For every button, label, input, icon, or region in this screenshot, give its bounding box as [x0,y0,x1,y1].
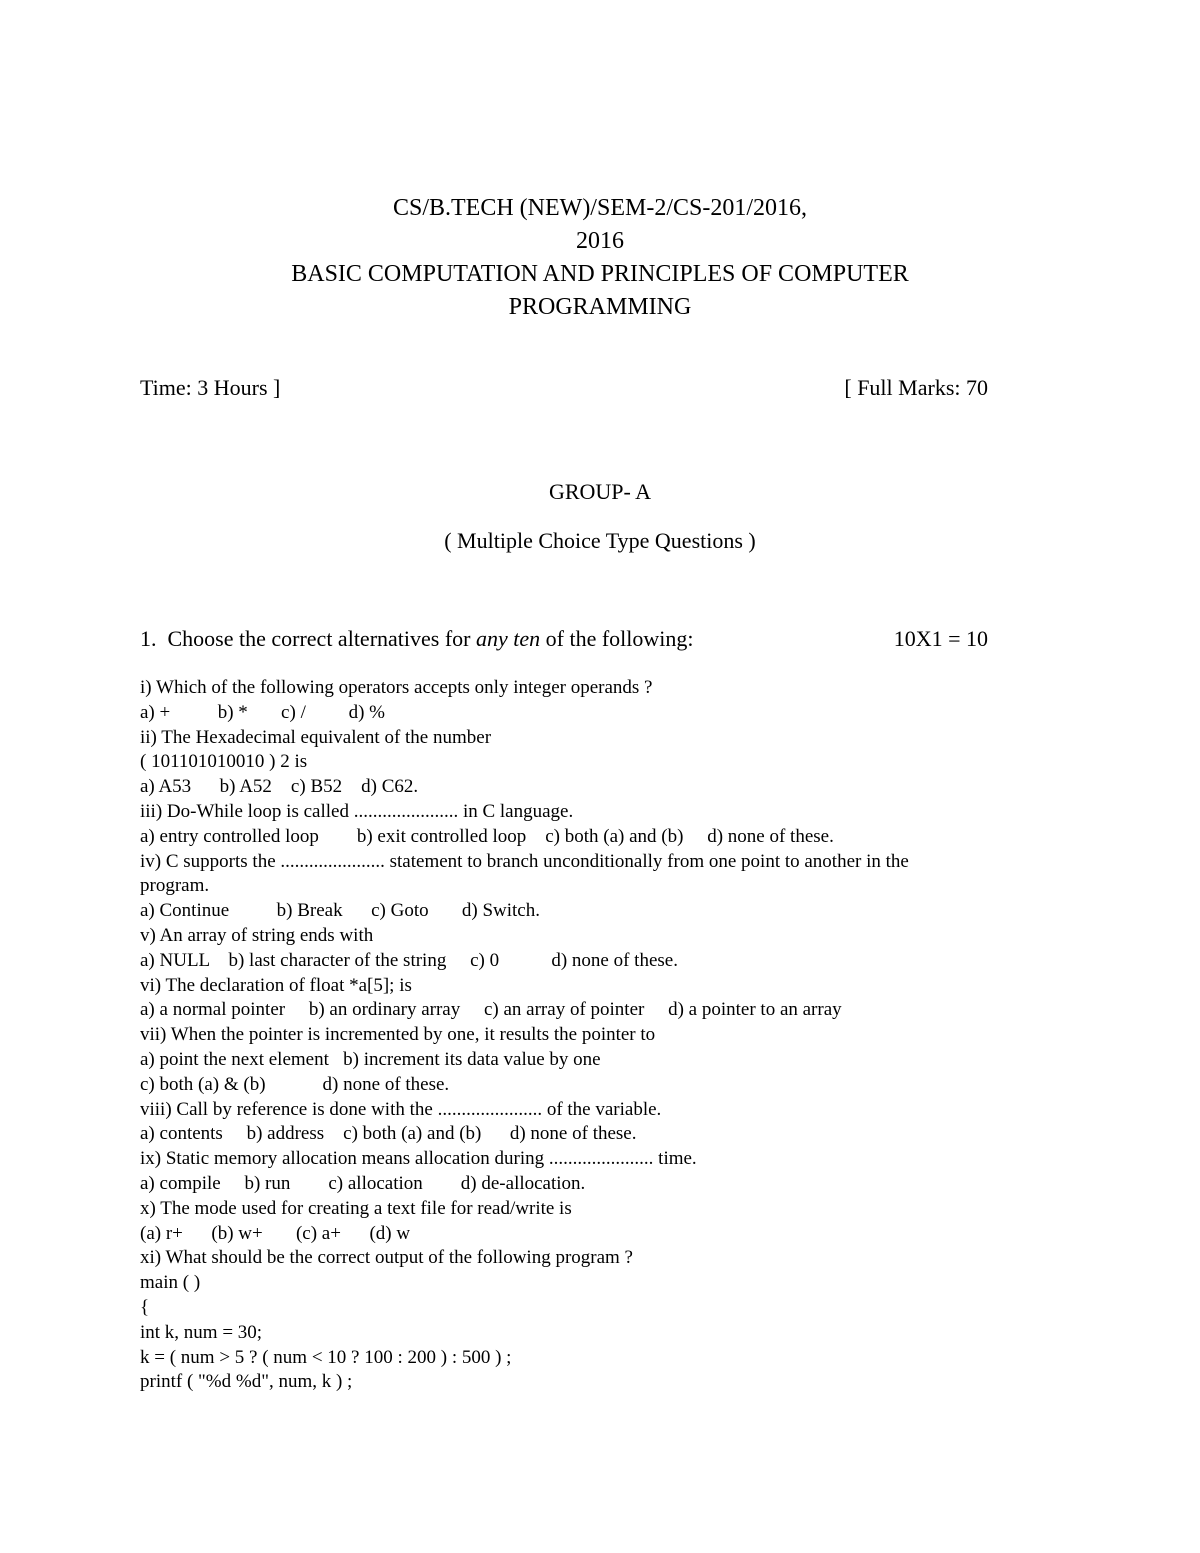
question-line: a) Continue b) Break c) Goto d) Switch. [140,900,540,922]
question-line: (a) r+ (b) w+ (c) a+ (d) w [140,1222,411,1244]
question-line: a) a normal pointer b) an ordinary array c) an array of pointer d) a pointer to an array [140,999,842,1021]
question-line: i) Which of the following operators accepts only integer operands ? [140,677,653,698]
question-line: a) + b) * c) / d) % [140,701,385,723]
group-title: GROUP- A [548,479,652,504]
paper-header [0,192,1200,324]
question-line: ( 101101010010 ) 2 is [140,751,308,773]
instruction-text [140,625,694,653]
question-line: x) The mode used for creating a text file for read/write is [140,1197,572,1219]
question-line: a) entry controlled loop b) exit controlled loop c) both (a) and (b) d) none of these. [140,825,834,847]
exam-time: Time: 3 Hours ] [140,375,281,400]
full-marks: [ Full Marks: 70 [844,375,988,400]
instruction-marks: 10X1 = 10 [893,626,988,651]
instruction-prefix: 1. Choose the correct alternatives for [140,626,476,651]
question-list [140,676,1040,1395]
question-line: vi) The declaration of float *a[5]; is [140,974,412,996]
question-line: iii) Do-While loop is called ...................... in C language. [140,800,574,822]
question-instruction [140,625,988,653]
paper-title-line-2: PROGRAMMING [508,294,692,320]
question-line: a) contents b) address c) both (a) and (b) d) none of these. [140,1123,637,1145]
paper-title-line-1: BASIC COMPUTATION AND PRINCIPLES OF COMPUTER [291,261,909,287]
question-line: ix) Static memory allocation means allocation during ...................... time. [140,1148,697,1170]
question-line: program. [140,875,210,897]
question-line: a) point the next element b) increment its data value by one [140,1048,601,1070]
question-line: a) compile b) run c) allocation d) de-allocation. [140,1172,586,1194]
question-line: a) A53 b) A52 c) B52 d) C62. [140,776,419,798]
question-line: a) NULL b) last character of the string c) 0 d) none of these. [140,949,678,971]
paper-code: CS/B.TECH (NEW)/SEM-2/CS-201/2016, [392,195,807,221]
question-line: iv) C supports the ...................... statement to branch unconditionally from one point to another in the [140,850,909,872]
exam-meta [140,374,988,402]
question-line: k = ( num > 5 ? ( num < 10 ? 100 : 200 ) : 500 ) ; [140,1346,512,1368]
question-line: { [140,1296,150,1318]
question-line: printf ( "%d %d", num, k ) ; [140,1371,353,1393]
paper-year: 2016 [576,228,624,254]
question-line: main ( ) [140,1272,201,1294]
question-line: c) both (a) & (b) d) none of these. [140,1073,450,1095]
instruction-suffix: of the following: [540,626,694,651]
question-line: v) An array of string ends with [140,924,374,946]
question-line: int k, num = 30; [140,1321,263,1343]
instruction-emphasis: any ten [475,626,541,651]
question-line: ii) The Hexadecimal equivalent of the number [140,726,492,748]
group-subtitle: ( Multiple Choice Type Questions ) [444,528,756,553]
question-line: xi) What should be the correct output of the following program ? [140,1247,633,1269]
question-line: viii) Call by reference is done with the ...................... of the variable. [140,1098,662,1120]
question-line: vii) When the pointer is incremented by one, it results the pointer to [140,1024,656,1046]
